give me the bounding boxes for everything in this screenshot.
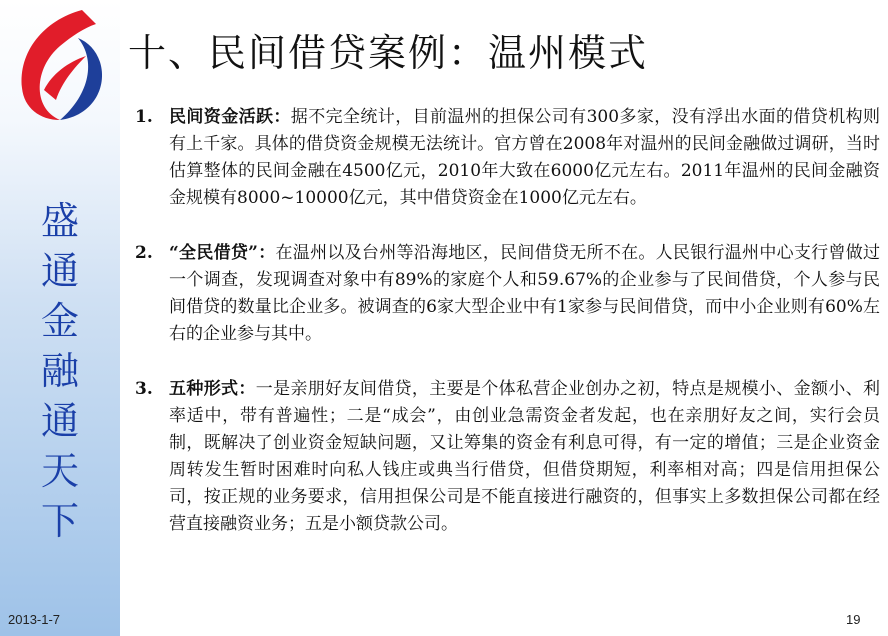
item-lead: 民间资金活跃： [169,107,291,127]
sidebar-slogan [30,196,90,546]
company-logo-icon [4,4,116,124]
sidebar [0,0,120,636]
list-item [135,240,880,348]
item-body: 一是亲朋好友间借贷，主要是个体私营企业创办之初，特点是规模小、金额小、利率适中，带有普遍性；二是“成会”，由创业急需资金者发起，也在亲朋好友之间，实行会员制，既解决了创业资金短缺问题，又让筹集的资金有利息可得，有一定的增值；三是企业资金周转发生暂时困难时向私人钱庄或典当行借贷，但借贷期短，利率相对高；四是信用担保公司，按正规的业务要求，信用担保公司是不能直接进行融资的，但事实上多数担保公司都在经营直接融资业务；五是小额贷款公司。 [169,379,880,534]
item-text [169,240,880,348]
slogan-char: 天 [40,449,79,493]
item-body: 据不完全统计，目前温州的担保公司有300多家，没有浮出水面的借贷机构则有上千家。具体的借贷资金规模无法统计。官方曾在2008年对温州的民间金融做过调研，当时估算整体的民间金融在4500亿元，2010年大致在6000亿元左右。2011年温州的民间金融资金规模有8000~10000亿元，其中借贷资金在1000亿元左右。 [169,107,880,208]
page-number: 19 [846,612,861,627]
slogan-char: 通 [40,249,79,293]
slogan-char: 金 [40,299,79,343]
item-number: 3. [135,379,153,399]
slogan-char: 下 [40,499,79,543]
slide-date: 2013-1-7 [8,612,61,627]
item-lead: 五种形式： [169,379,256,399]
slogan-char: 盛 [40,199,79,243]
item-lead: “全民借贷”： [169,243,276,263]
item-number: 1. [135,107,153,127]
slogan-char: 通 [40,399,79,443]
slogan-char: 融 [40,349,79,393]
item-body: 在温州以及台州等沿海地区，民间借贷无所不在。人民银行温州中心支行曾做过一个调查，发现调查对象中有89%的家庭个人和59.67%的企业参与了民间借贷，个人参与民间借贷的数量比企业多。被调查的6家大型企业中有1家参与民间借贷，而中小企业则有60%左右的企业参与其中。 [169,243,880,344]
item-text [169,104,880,212]
list-item [135,104,880,212]
item-number: 2. [135,243,153,263]
list-item [135,376,880,538]
slide-title: 十、民间借贷案例：温州模式 [128,31,649,75]
slide-content [135,104,880,566]
item-text [169,376,880,538]
